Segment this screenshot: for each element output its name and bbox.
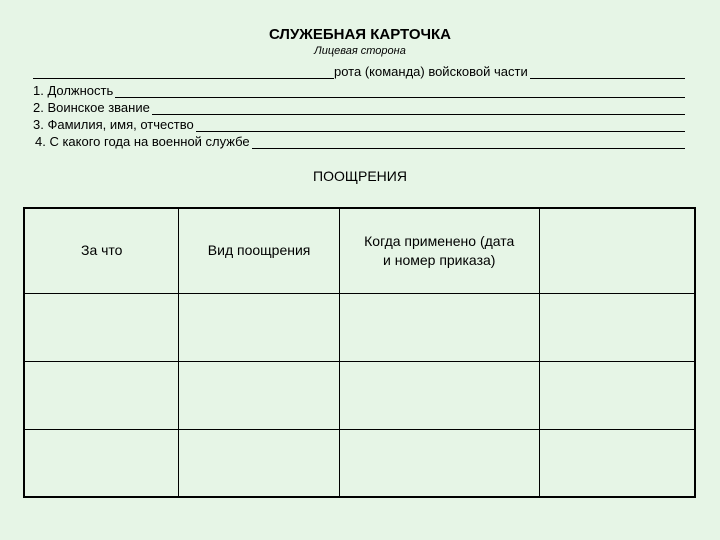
position-blank[interactable] (115, 84, 685, 98)
rank-line (33, 99, 685, 115)
name-blank[interactable] (196, 118, 685, 132)
service-year-label: 4. С какого года на военной службе (35, 134, 250, 149)
section-title: ПООЩРЕНИЯ (313, 168, 407, 184)
table-cell[interactable] (339, 429, 539, 497)
rank-blank[interactable] (152, 101, 685, 115)
unit-label: рота (команда) войсковой части (334, 64, 528, 79)
awards-table (23, 207, 696, 498)
unit-suffix-blank[interactable] (530, 65, 685, 79)
service-year-line (35, 133, 685, 149)
header-cell-reason: За что (24, 208, 179, 293)
table-header-row (24, 208, 695, 293)
table-cell[interactable] (24, 429, 179, 497)
unit-prefix-blank[interactable] (33, 65, 334, 79)
position-label: 1. Должность (33, 83, 114, 98)
table-cell[interactable] (24, 361, 179, 429)
table-row (24, 293, 695, 361)
table-row (24, 429, 695, 497)
header-cell-extra (539, 208, 695, 293)
table-cell[interactable] (539, 429, 695, 497)
name-label: 3. Фамилия, имя, отчество (33, 117, 194, 132)
rank-label: 2. Воинское звание (33, 100, 150, 115)
table-cell[interactable] (339, 361, 539, 429)
table-cell[interactable] (339, 293, 539, 361)
service-year-blank[interactable] (252, 135, 685, 149)
table-cell[interactable] (539, 361, 695, 429)
table-cell[interactable] (179, 429, 339, 497)
header-cell-award-type: Вид поощрения (179, 208, 339, 293)
card-subtitle: Лицевая сторона (314, 45, 406, 57)
card-title: СЛУЖЕБНАЯ КАРТОЧКА (268, 26, 452, 43)
position-line (33, 82, 685, 98)
table-row (24, 361, 695, 429)
table-cell[interactable] (179, 293, 339, 361)
table-cell[interactable] (179, 361, 339, 429)
name-line (33, 116, 685, 132)
header-cell-when-applied: Когда применено (дата и номер приказа) (339, 208, 539, 293)
table-cell[interactable] (539, 293, 695, 361)
unit-line (33, 63, 685, 79)
table-cell[interactable] (24, 293, 179, 361)
